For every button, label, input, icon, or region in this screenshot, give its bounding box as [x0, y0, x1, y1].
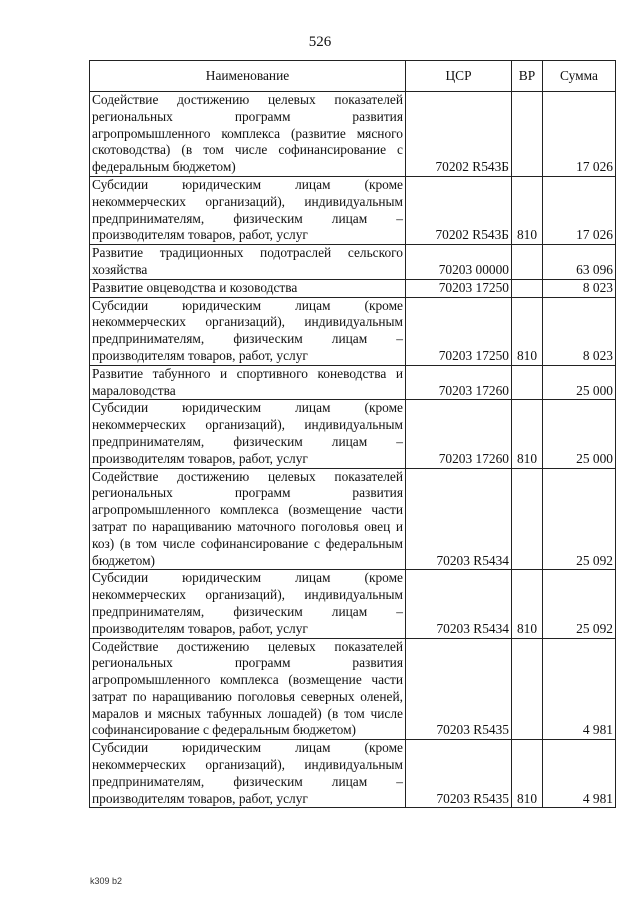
- footer-code: k309 b2: [90, 876, 123, 886]
- row-vr: [512, 245, 543, 280]
- header-sum: Сумма: [543, 61, 616, 92]
- row-name: Субсидии юридическим лицам (кроме некоммерческих организаций), индивидуальным предпринимателям, физическим лицам – производителям товаров, работ, услуг: [90, 740, 406, 808]
- row-name: Развитие традиционных подотраслей сельского хозяйства: [90, 245, 406, 280]
- row-name: Содействие достижению целевых показателей региональных программ развития агропромышленного комплекса (возмещение части затрат по наращиванию поголовья северных оленей, маралов и мясных табунных лошадей) (в том числе софинансирование с федеральным бюджетом): [90, 638, 406, 740]
- row-name: Субсидии юридическим лицам (кроме некоммерческих организаций), индивидуальным предпринимателям, физическим лицам – производителям товаров, работ, услуг: [90, 297, 406, 365]
- table-row: [90, 570, 616, 638]
- row-name: Развитие табунного и спортивного коневодства и мараловодства: [90, 365, 406, 400]
- row-sum: 8 023: [543, 297, 616, 365]
- row-vr: [512, 365, 543, 400]
- row-vr: 810: [512, 297, 543, 365]
- table-row: [90, 468, 616, 570]
- row-csr: 70202 R543Б: [406, 176, 512, 244]
- row-csr: 70203 R5435: [406, 740, 512, 808]
- row-csr: 70203 R5434: [406, 570, 512, 638]
- row-name: Содействие достижению целевых показателей региональных программ развития агропромышленного комплекса (возмещение части затрат по наращиванию маточного поголовья овец и коз) (в том числе софинансирование с федеральным бюджетом): [90, 468, 406, 570]
- row-sum: 4 981: [543, 638, 616, 740]
- row-sum: 63 096: [543, 245, 616, 280]
- row-vr: 810: [512, 740, 543, 808]
- row-vr: 810: [512, 570, 543, 638]
- row-sum: 25 092: [543, 468, 616, 570]
- row-vr: [512, 468, 543, 570]
- row-vr: [512, 638, 543, 740]
- row-sum: 17 026: [543, 176, 616, 244]
- row-name: Субсидии юридическим лицам (кроме некоммерческих организаций), индивидуальным предпринимателям, физическим лицам – производителям товаров, работ, услуг: [90, 176, 406, 244]
- row-vr: 810: [512, 400, 543, 468]
- row-csr: 70203 17250: [406, 297, 512, 365]
- table-row: [90, 176, 616, 244]
- table-header-row: [90, 61, 616, 92]
- row-sum: 25 000: [543, 400, 616, 468]
- row-name: Субсидии юридическим лицам (кроме некоммерческих организаций), индивидуальным предпринимателям, физическим лицам – производителям товаров, работ, услуг: [90, 570, 406, 638]
- header-name: Наименование: [90, 61, 406, 92]
- row-name: Содействие достижению целевых показателей региональных программ развития агропромышленного комплекса (развитие мясного скотоводства) (в том числе софинансирование с федеральным бюджетом): [90, 92, 406, 177]
- row-csr: 70203 00000: [406, 245, 512, 280]
- header-vr: ВР: [512, 61, 543, 92]
- row-csr: 70203 R5434: [406, 468, 512, 570]
- row-sum: 17 026: [543, 92, 616, 177]
- row-csr: 70203 17250: [406, 279, 512, 297]
- table-row: [90, 638, 616, 740]
- row-csr: 70203 17260: [406, 400, 512, 468]
- row-sum: 4 981: [543, 740, 616, 808]
- table-row: [90, 279, 616, 297]
- table-row: [90, 365, 616, 400]
- row-vr: [512, 92, 543, 177]
- row-name: Развитие овцеводства и козоводства: [90, 279, 406, 297]
- row-vr: 810: [512, 176, 543, 244]
- table-row: [90, 245, 616, 280]
- budget-table: [89, 60, 616, 808]
- row-csr: 70203 R5435: [406, 638, 512, 740]
- table-row: [90, 740, 616, 808]
- row-csr: 70203 17260: [406, 365, 512, 400]
- table-row: [90, 297, 616, 365]
- page-number: 526: [308, 34, 332, 50]
- row-vr: [512, 279, 543, 297]
- row-sum: 8 023: [543, 279, 616, 297]
- header-csr: ЦСР: [406, 61, 512, 92]
- row-name: Субсидии юридическим лицам (кроме некоммерческих организаций), индивидуальным предпринимателям, физическим лицам – производителям товаров, работ, услуг: [90, 400, 406, 468]
- row-sum: 25 000: [543, 365, 616, 400]
- table-row: [90, 400, 616, 468]
- table-row: [90, 92, 616, 177]
- row-csr: 70202 R543Б: [406, 92, 512, 177]
- row-sum: 25 092: [543, 570, 616, 638]
